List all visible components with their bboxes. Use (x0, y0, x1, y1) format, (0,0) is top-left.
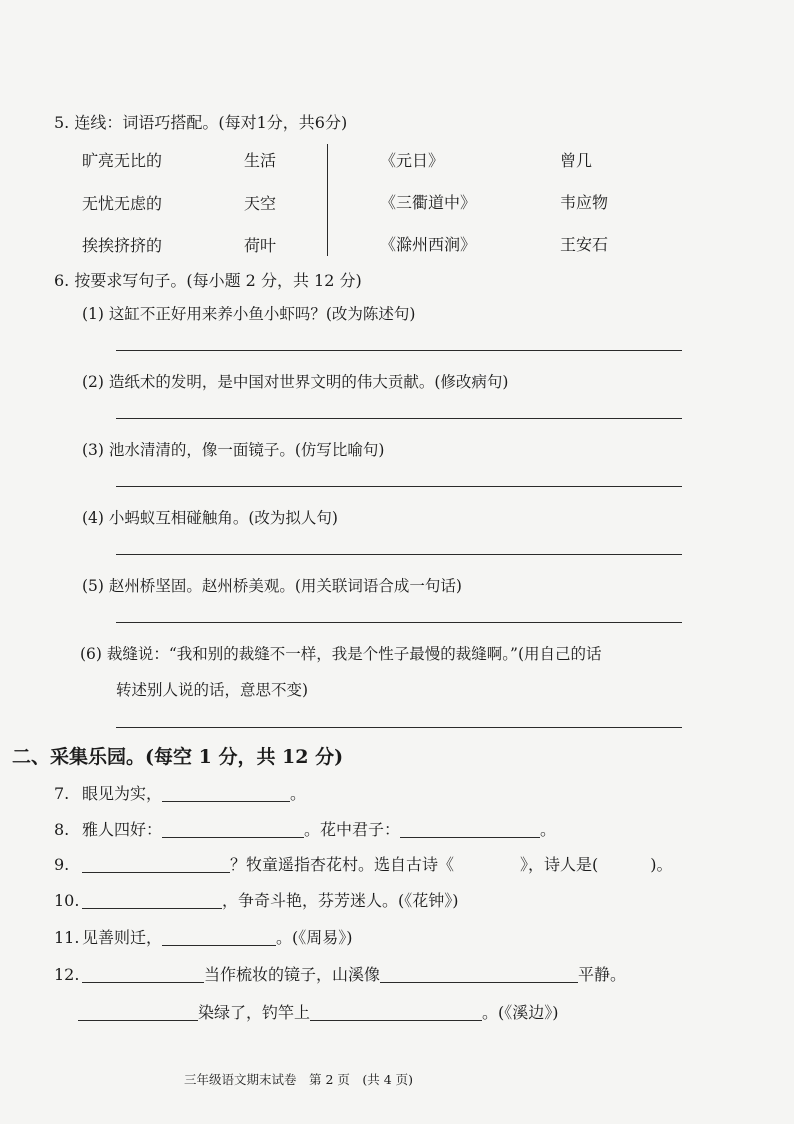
q5-poem-1: 《元日》 (380, 151, 445, 170)
q12-text-1: 当作梳妆的镜子，山溪像 (204, 965, 381, 984)
q7-end: 。 (290, 784, 307, 803)
q9-text-2: 》，诗人是( (520, 855, 599, 874)
q6-title: 6. 按要求写句子。(每小题 2 分，共 12 分) (54, 271, 362, 290)
q12-text-2: 平静。 (578, 965, 627, 984)
q6-item-4: (4) 小蚂蚁互相碰触角。(改为拟人句) (82, 509, 338, 527)
q9-blank-1[interactable] (82, 871, 230, 873)
q6-answer-line-3[interactable] (116, 486, 682, 487)
q11 (54, 925, 353, 948)
q9-text-1: ？牧童遥指杏花村。选自古诗《 (230, 855, 455, 874)
q8-blank-2[interactable] (400, 836, 540, 838)
q12-number: 12. (54, 965, 80, 984)
q5-poem-3: 《滁州西涧》 (380, 235, 477, 254)
q8-text-2: 。花中君子： (304, 820, 401, 839)
q9 (54, 852, 673, 875)
q6-answer-line-5[interactable] (116, 622, 682, 623)
q12-text-3: 染绿了，钓竿上 (198, 1003, 311, 1022)
q6-item-1: (1) 这缸不正好用来养小鱼小虾吗？(改为陈述句) (82, 305, 416, 323)
q9-number: 9. (54, 855, 70, 874)
q10-number: 10. (54, 891, 80, 910)
q7-text: 眼见为实， (82, 784, 163, 803)
q10 (54, 888, 459, 911)
q5-poet-3: 王安石 (560, 235, 609, 254)
q12-line-1 (54, 962, 626, 985)
q12-blank-2[interactable] (380, 981, 578, 983)
q8-end: 。 (540, 820, 557, 839)
q8 (54, 817, 556, 840)
page-footer: 三年级语文期末试卷 第 2 页 (共 4 页) (184, 1072, 414, 1087)
q12-line-2 (78, 1000, 559, 1023)
q10-text: ，争奇斗艳，芬芳迷人。(《花钟》) (222, 891, 459, 910)
q12-blank-3[interactable] (78, 1019, 198, 1021)
q11-blank[interactable] (162, 944, 276, 946)
q7-blank[interactable] (162, 800, 290, 802)
q6-answer-line-2[interactable] (116, 418, 682, 419)
q6-item-6-line2: 转述别人说的话，意思不变) (116, 681, 309, 699)
q6-answer-line-6[interactable] (116, 727, 682, 728)
q5-column-divider (327, 144, 328, 256)
q8-blank-1[interactable] (162, 836, 304, 838)
q12-blank-1[interactable] (82, 981, 204, 983)
q9-end: )。 (650, 855, 673, 874)
q7 (54, 781, 306, 804)
q12-blank-4[interactable] (310, 1019, 482, 1021)
q5-left-noun-1: 生活 (244, 151, 277, 170)
q11-text-2: 。(《周易》) (276, 928, 353, 947)
q11-number: 11. (54, 928, 80, 947)
q6-item-6: (6) 裁缝说：“我和别的裁缝不一样，我是个性子最慢的裁缝啊。”(用自己的话 (80, 645, 602, 663)
q6-item-5: (5) 赵州桥坚固。赵州桥美观。(用关联词语合成一句话) (82, 577, 462, 595)
q5-left-noun-2: 天空 (244, 194, 277, 213)
q6-item-3: (3) 池水清清的，像一面镜子。(仿写比喻句) (82, 441, 385, 459)
q5-poem-2: 《三衢道中》 (380, 193, 477, 212)
q5-left-noun-3: 荷叶 (244, 236, 277, 255)
q5-title: 5. 连线：词语巧搭配。(每对1分，共6分) (54, 113, 348, 132)
q5-poet-2: 韦应物 (560, 193, 609, 212)
q6-answer-line-4[interactable] (116, 554, 682, 555)
section2-title: 二、采集乐园。(每空 1 分，共 12 分) (12, 746, 344, 768)
q12-text-4: 。(《溪边》) (482, 1003, 559, 1022)
q7-number: 7. (54, 784, 70, 803)
q5-poet-1: 曾几 (560, 151, 593, 170)
q6-item-2: (2) 造纸术的发明，是中国对世界文明的伟大贡献。(修改病句) (82, 373, 509, 391)
q5-left-word-1: 旷亮无比的 (82, 151, 163, 170)
q8-number: 8. (54, 820, 70, 839)
q8-text-1: 雅人四好： (82, 820, 163, 839)
q5-left-word-2: 无忧无虑的 (82, 194, 163, 213)
q6-answer-line-1[interactable] (116, 350, 682, 351)
q10-blank[interactable] (82, 907, 222, 909)
q11-text-1: 见善则迁， (82, 928, 163, 947)
q5-left-word-3: 挨挨挤挤的 (82, 236, 163, 255)
